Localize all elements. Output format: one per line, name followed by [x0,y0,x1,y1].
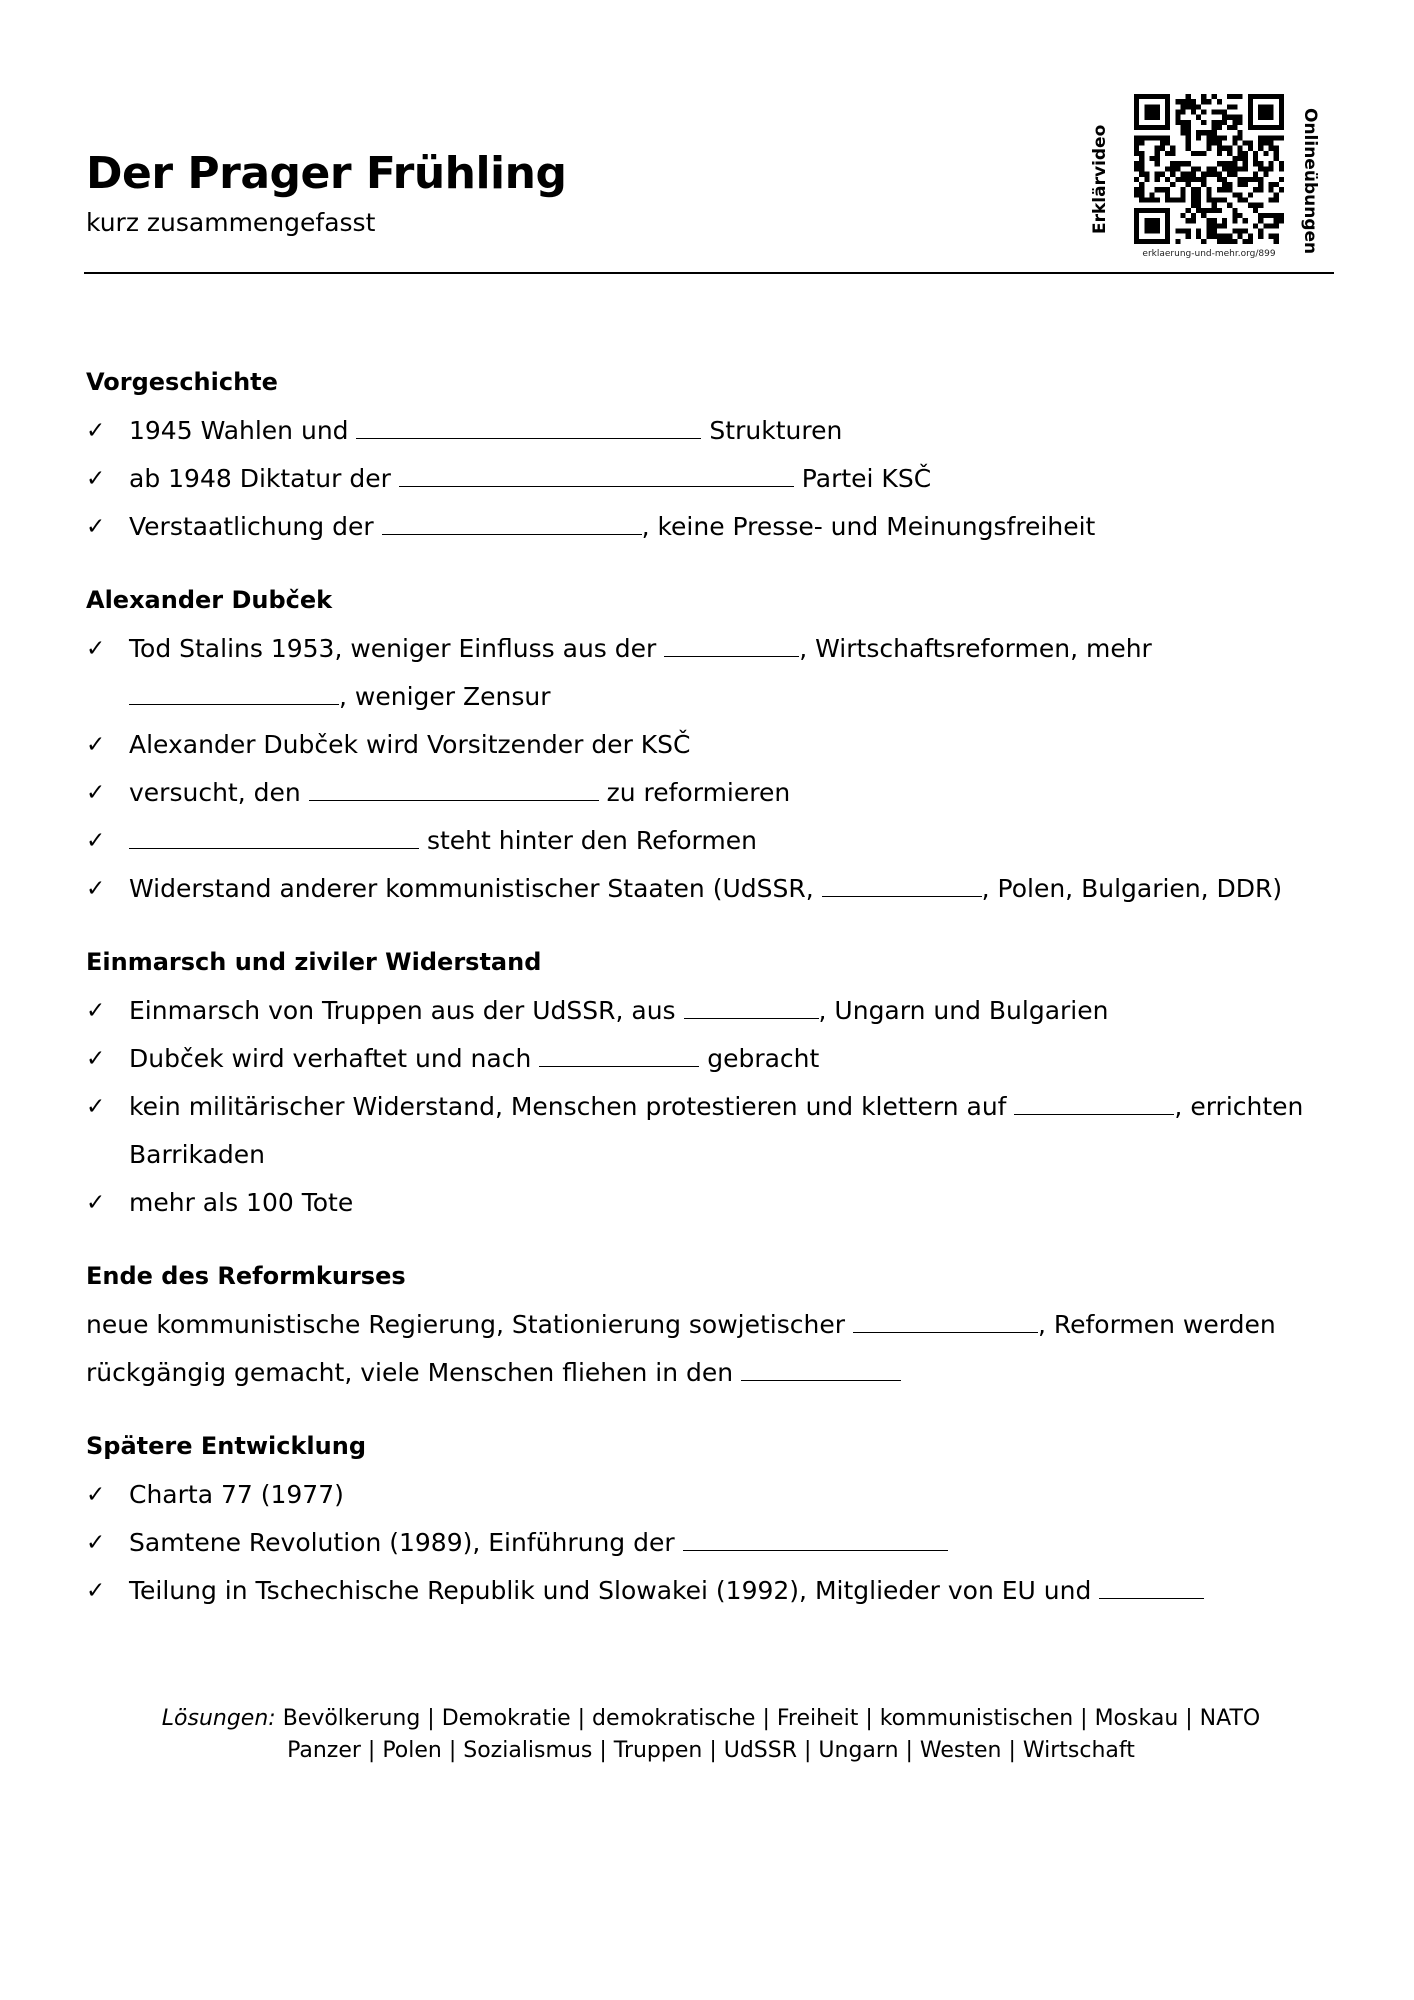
fill-in-blank[interactable] [684,996,819,1019]
section [86,1428,1336,1615]
list-item [86,625,1336,673]
text-before: Samtene Revolution (1989), Einführung der [129,1528,683,1557]
text-after: , weniger Zensur [339,682,551,711]
section [86,1258,1336,1397]
fill-in-blank[interactable] [129,682,339,705]
fill-in-blank[interactable] [539,1044,699,1067]
check-icon: ✓ [86,1530,106,1556]
fill-in-blank[interactable] [356,416,701,439]
text-after: , Ungarn und Bulgarien [818,996,1109,1025]
check-icon: ✓ [86,1190,106,1216]
fill-in-blank[interactable] [309,778,599,801]
list-item [86,1131,1336,1179]
qr-label-onlineuebungen[interactable]: Onlineübungen [1300,108,1320,255]
text-before: 1945 Wahlen und [129,416,357,445]
solutions-line-1 [86,1703,1336,1735]
text-after: , Reformen werden [1037,1310,1276,1339]
text-before: Tod Stalins 1953, weniger Einfluss aus der [129,634,665,663]
text-after: Strukturen [701,416,843,445]
solutions-words-1: Bevölkerung | Demokratie | demokratische | Freiheit | kommunistischen | Moskau | NATO [282,1706,1261,1731]
list-item [86,1567,1336,1615]
fill-in-blank[interactable] [382,512,642,535]
list-item [86,987,1336,1035]
list-item [86,1471,1336,1519]
header-divider [84,272,1334,274]
worksheet-content [86,364,1336,1646]
text-after: , Polen, Bulgarien, DDR) [981,874,1283,903]
fill-in-blank[interactable] [853,1310,1038,1333]
check-icon: ✓ [86,1482,106,1508]
section-heading: Einmarsch und ziviler Widerstand [86,948,542,976]
check-icon: ✓ [86,998,106,1024]
text-before: Alexander Dubček wird Vorsitzender der KSČ [129,730,691,759]
text-after: Partei KSČ [793,464,932,493]
text-after: , errichten [1174,1092,1304,1121]
list-item [86,1083,1336,1131]
list-item [86,865,1336,913]
text-after: , Wirtschaftsreformen, mehr [799,634,1152,663]
fill-in-blank[interactable] [683,1528,948,1551]
check-icon: ✓ [86,466,106,492]
fill-in-blank[interactable] [822,874,982,897]
list-item [86,455,1336,503]
list-item [86,673,1336,721]
qr-label-erklaervideo[interactable]: Erklärvideo [1090,124,1110,234]
fill-in-blank[interactable] [1014,1092,1174,1115]
list-item [86,769,1336,817]
list-item [86,1519,1336,1567]
section [86,944,1336,1227]
text-before: versucht, den [129,778,309,807]
check-icon: ✓ [86,732,106,758]
text-before: neue kommunistische Regierung, Stationierung sowjetischer [86,1310,853,1339]
list-item [86,1179,1336,1227]
section [86,364,1336,551]
section-heading: Spätere Entwicklung [86,1432,366,1460]
text-before: ab 1948 Diktatur der [129,464,399,493]
fill-in-blank[interactable] [1099,1576,1204,1599]
text-after: gebracht [699,1044,820,1073]
fill-in-blank[interactable] [741,1358,901,1381]
check-icon: ✓ [86,1094,106,1120]
fill-in-blank[interactable] [399,464,794,487]
paragraph-line [86,1349,1336,1397]
list-item [86,407,1336,455]
check-icon: ✓ [86,876,106,902]
fill-in-blank[interactable] [664,634,799,657]
section [86,582,1336,913]
text-after: steht hinter den Reformen [419,826,757,855]
fill-in-blank[interactable] [129,826,419,849]
check-icon: ✓ [86,780,106,806]
text-before: Teilung in Tschechische Republik und Slowakei (1992), Mitglieder von EU und [129,1576,1100,1605]
text-before: Einmarsch von Truppen aus der UdSSR, aus [129,996,684,1025]
text-before: kein militärischer Widerstand, Menschen protestieren und klettern auf [129,1092,1015,1121]
text-after: , keine Presse- und Meinungsfreiheit [641,512,1096,541]
page-title: Der Prager Frühling [86,148,567,199]
qr-url[interactable]: erklaerung-und-mehr.org/899 [1142,249,1276,259]
check-icon: ✓ [86,636,106,662]
text-before: rückgängig gemacht, viele Menschen fliehen in den [86,1358,742,1387]
section-heading: Alexander Dubček [86,586,333,614]
list-item [86,1035,1336,1083]
check-icon: ✓ [86,514,106,540]
page-subtitle: kurz zusammengefasst [86,208,376,237]
check-icon: ✓ [86,1578,106,1604]
check-icon: ✓ [86,418,106,444]
text-before: Dubček wird verhaftet und nach [129,1044,540,1073]
section-heading: Ende des Reformkurses [86,1262,406,1290]
qr-block [1090,92,1340,267]
text-before: Barrikaden [129,1140,265,1169]
solutions-label: Lösungen: [161,1706,276,1731]
check-icon: ✓ [86,1046,106,1072]
paragraph-line [86,1301,1336,1349]
qr-code-icon[interactable] [1134,94,1284,244]
solutions-line-2: Panzer | Polen | Sozialismus | Truppen | UdSSR | Ungarn | Westen | Wirtschaft [287,1738,1135,1763]
section-heading: Vorgeschichte [86,368,278,396]
list-item [86,721,1336,769]
text-before: Charta 77 (1977) [129,1480,344,1509]
text-before: mehr als 100 Tote [129,1188,354,1217]
list-item [86,503,1336,551]
text-before: Widerstand anderer kommunistischer Staaten (UdSSR, [129,874,822,903]
solutions-box [86,1703,1336,1767]
text-after: zu reformieren [598,778,791,807]
text-before: Verstaatlichung der [129,512,382,541]
check-icon: ✓ [86,828,106,854]
list-item [86,817,1336,865]
